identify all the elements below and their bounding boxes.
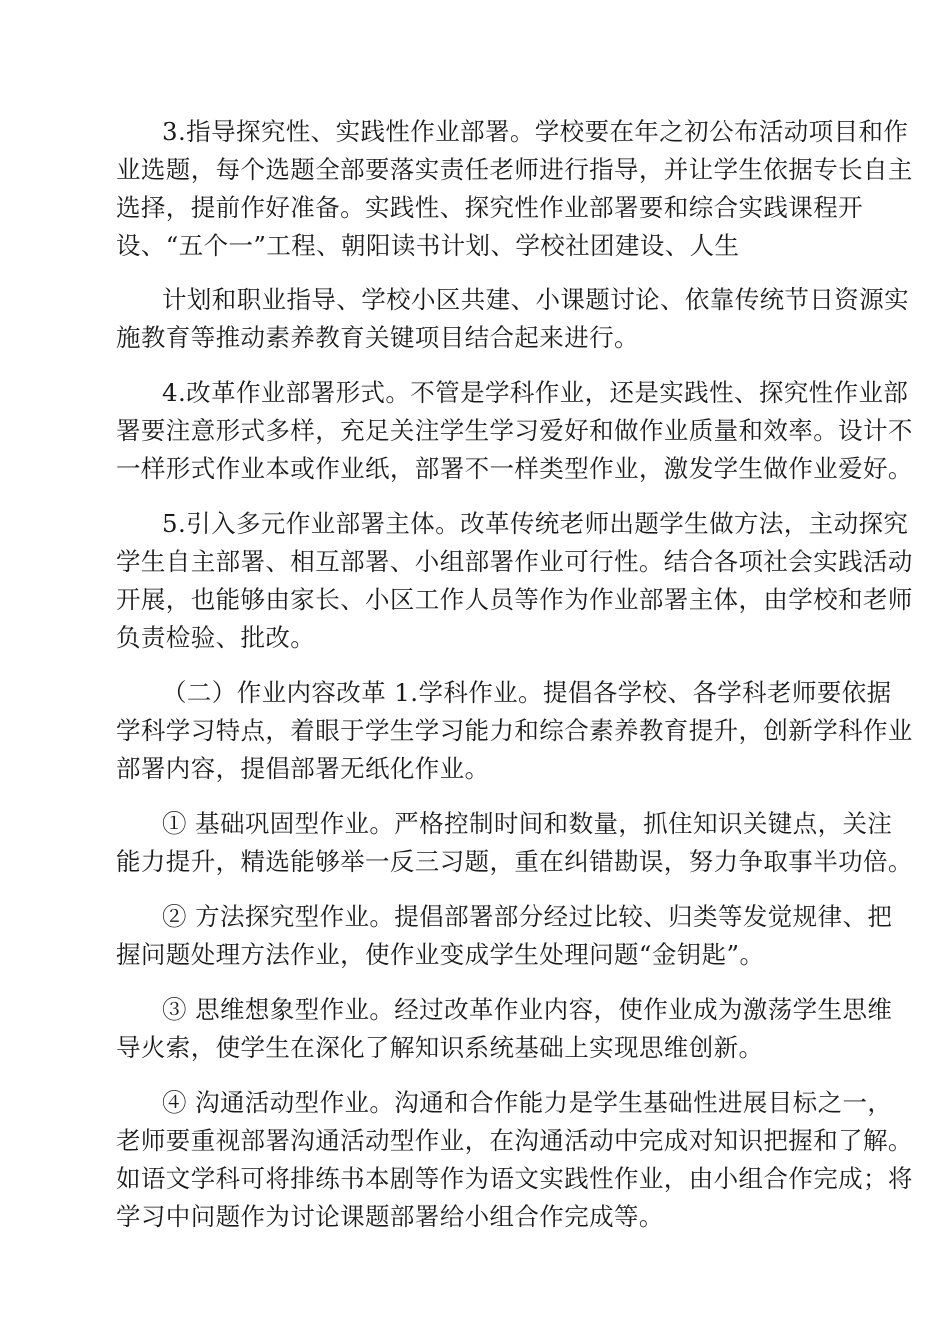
paragraph-5-line-2: 学科学习特点，着眼于学生学习能力和综合素养教育提升，创新学科作业 [116,716,913,745]
paragraph-7-line-2: 握问题处理方法作业，使作业变成学生处理问题“金钥匙”。 [116,940,765,969]
paragraph-4-line-1: 5.引入多元作业部署主体。改革传统老师出题学生做方法，主动探究 [162,509,909,538]
paragraph-1-line-2: 业选题，每个选题全部要落实责任老师进行指导，并让学生依据专长自主 [116,155,913,184]
paragraph-2-line-1: 计划和职业指导、学校小区共建、小课题讨论、依靠传统节日资源实 [162,285,909,314]
paragraph-5-line-3: 部署内容，提倡部署无纸化作业。 [116,754,490,783]
paragraph-1-line-3: 选择，提前作好准备。实践性、探究性作业部署要和综合实践课程开 [116,193,863,222]
paragraph-7-line-1: ② 方法探究型作业。提倡部署部分经过比较、归类等发觉规律、把 [162,902,893,931]
paragraph-1-line-4: 设、“五个一”工程、朝阳读书计划、学校社团建设、人生 [116,231,740,260]
paragraph-8-line-1: ③ 思维想象型作业。经过改革作业内容，使作业成为激荡学生思维 [162,995,893,1024]
paragraph-9-line-4: 学习中问题作为讨论课题部署给小组合作完成等。 [116,1202,664,1231]
paragraph-5-line-1: （二）作业内容改革 1.学科作业。提倡各学校、各学科老师要依据 [162,678,892,707]
paragraph-6-line-2: 能力提升，精选能够举一反三习题，重在纠错勘误，努力争取事半功倍。 [116,847,913,876]
paragraph-4-line-3: 开展，也能够由家长、小区工作人员等作为作业部署主体，由学校和老师 [116,585,913,614]
paragraph-3-line-1: 4.改革作业部署形式。不管是学科作业，还是实践性、探究性作业部 [162,378,909,407]
paragraph-9-line-3: 如语文学科可将排练书本剧等作为语文实践性作业，由小组合作完成；将 [116,1164,913,1193]
paragraph-6-line-1: ① 基础巩固型作业。严格控制时间和数量，抓住知识关键点，关注 [162,809,893,838]
paragraph-4-line-4: 负责检验、批改。 [116,623,316,652]
paragraph-3-line-2: 署要注意形式多样，充足关注学生学习爱好和做作业质量和效率。设计不 [116,416,913,445]
paragraph-3-line-3: 一样形式作业本或作业纸，部署不一样类型作业，激发学生做作业爱好。 [116,454,913,483]
paragraph-1-line-1: 3.指导探究性、实践性作业部署。学校要在年之初公布活动项目和作 [162,117,909,146]
paragraph-2-line-2: 施教育等推动素养教育关键项目结合起来进行。 [116,323,639,352]
paragraph-9-line-1: ④ 沟通活动型作业。沟通和合作能力是学生基础性进展目标之一， [162,1088,893,1117]
paragraph-8-line-2: 导火索，使学生在深化了解知识系统基础上实现思维创新。 [116,1033,764,1062]
paragraph-4-line-2: 学生自主部署、相互部署、小组部署作业可行性。结合各项社会实践活动 [116,547,913,576]
paragraph-9-line-2: 老师要重视部署沟通活动型作业，在沟通活动中完成对知识把握和了解。 [116,1126,913,1155]
